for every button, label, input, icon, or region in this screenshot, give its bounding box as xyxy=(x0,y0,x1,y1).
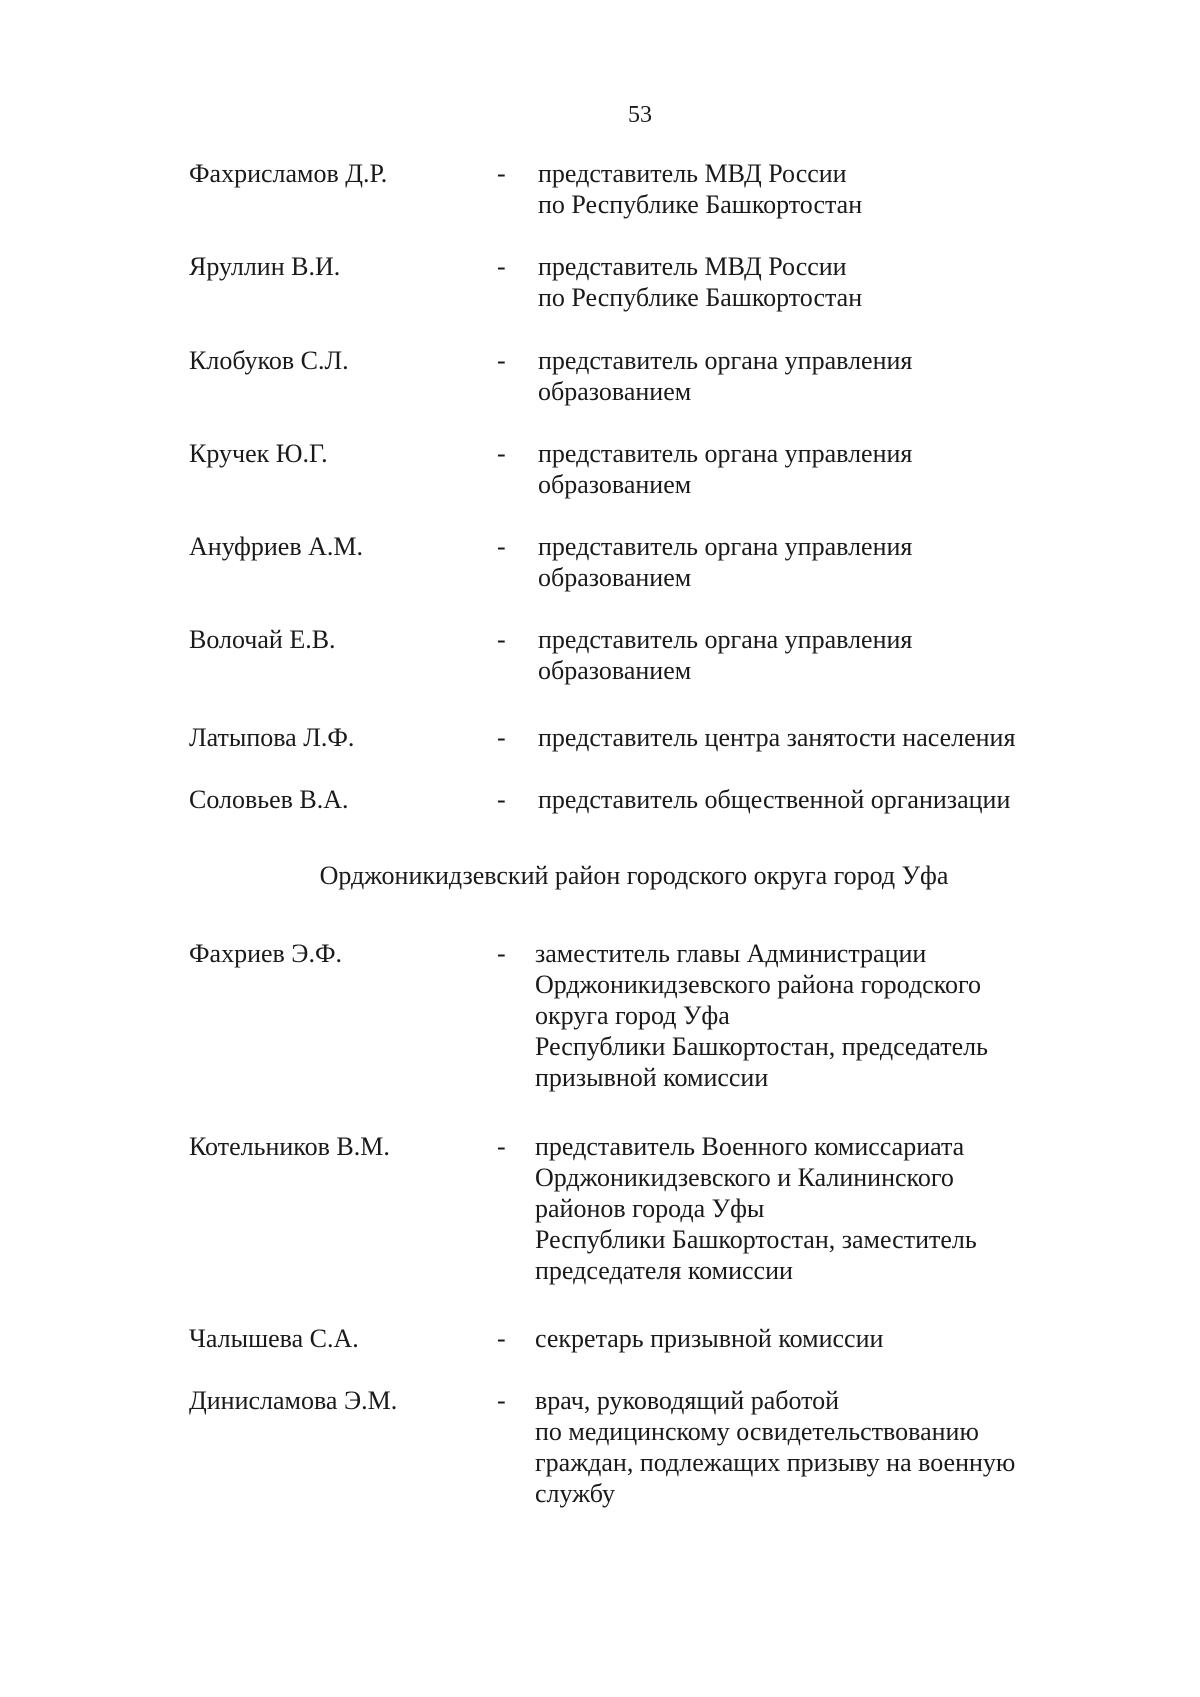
member-role-line: округа город Уфа xyxy=(535,1001,730,1030)
member-role-line: призывной комиссии xyxy=(535,1063,769,1092)
member-role-line: образованием xyxy=(538,470,692,499)
member-dash: - xyxy=(497,939,506,968)
member-role-line: представитель органа управления xyxy=(538,532,913,561)
member-name: Динисламова Э.М. xyxy=(189,1386,398,1415)
member-role xyxy=(535,1385,1135,1509)
member-role xyxy=(535,938,1135,1093)
member-role-line: представитель органа управления xyxy=(538,439,913,468)
member-name: Чалышева С.А. xyxy=(189,1324,359,1353)
member-role-line: представитель общественной организации xyxy=(538,785,1011,814)
member-name: Латыпова Л.Ф. xyxy=(189,723,355,752)
member-role-line: Республики Башкортостан, председатель xyxy=(535,1032,988,1061)
member-role xyxy=(538,158,1138,220)
page-number: 53 xyxy=(628,102,652,128)
member-dash: - xyxy=(497,439,506,468)
section-heading: Орджоникидзевский район городского округа город Уфа xyxy=(319,861,949,890)
member-role-line: председателя комиссии xyxy=(535,1256,793,1285)
member-role xyxy=(538,438,1138,500)
member-dash: - xyxy=(497,1324,506,1353)
member-name: Клобуков С.Л. xyxy=(189,346,349,375)
member-role-line: образованием xyxy=(538,656,692,685)
member-dash: - xyxy=(497,346,506,375)
member-role xyxy=(538,531,1138,593)
member-dash: - xyxy=(497,1132,506,1161)
member-dash: - xyxy=(497,723,506,752)
member-name: Соловьев В.А. xyxy=(189,785,349,814)
member-role-line: представитель органа управления xyxy=(538,625,913,654)
member-dash: - xyxy=(497,625,506,654)
member-role xyxy=(535,1131,1135,1286)
member-role xyxy=(538,722,1138,753)
member-role-line: по Республике Башкортостан xyxy=(538,283,863,312)
member-name: Фахриев Э.Ф. xyxy=(189,939,343,968)
member-name: Яруллин В.И. xyxy=(189,252,341,281)
member-role-line: врач, руководящий работой xyxy=(535,1386,840,1415)
member-role-line: службу xyxy=(535,1479,616,1508)
member-dash: - xyxy=(497,1386,506,1415)
member-name: Ануфриев А.М. xyxy=(189,532,364,561)
member-role-line: секретарь призывной комиссии xyxy=(535,1324,884,1353)
member-role-line: образованием xyxy=(538,377,692,406)
member-role-line: представитель центра занятости населения xyxy=(538,723,1016,752)
member-role xyxy=(538,251,1138,313)
member-role xyxy=(538,345,1138,407)
member-role-line: по медицинскому освидетельствованию xyxy=(535,1417,979,1446)
member-dash: - xyxy=(497,159,506,188)
member-role-line: представитель МВД России xyxy=(538,159,847,188)
member-name: Кручек Ю.Г. xyxy=(189,439,328,468)
member-role-line: представитель органа управления xyxy=(538,346,913,375)
member-role-line: районов города Уфы xyxy=(535,1194,765,1223)
member-role-line: Орджоникидзевского района городского xyxy=(535,970,981,999)
member-name: Фахрисламов Д.Р. xyxy=(189,159,388,188)
member-role xyxy=(538,784,1138,815)
member-role xyxy=(538,624,1138,686)
member-role-line: представитель Военного комиссариата xyxy=(535,1132,965,1161)
member-role xyxy=(535,1323,1135,1354)
member-role-line: образованием xyxy=(538,563,692,592)
member-dash: - xyxy=(497,785,506,814)
member-name: Волочай Е.В. xyxy=(189,625,336,654)
member-name: Котельников В.М. xyxy=(189,1132,390,1161)
member-role-line: представитель МВД России xyxy=(538,252,847,281)
member-dash: - xyxy=(497,252,506,281)
member-role-line: Республики Башкортостан, заместитель xyxy=(535,1225,977,1254)
member-role-line: граждан, подлежащих призыву на военную xyxy=(535,1448,1016,1477)
member-role-line: по Республике Башкортостан xyxy=(538,190,863,219)
member-role-line: Орджоникидзевского и Калининского xyxy=(535,1163,954,1192)
member-dash: - xyxy=(497,532,506,561)
member-role-line: заместитель главы Администрации xyxy=(535,939,927,968)
